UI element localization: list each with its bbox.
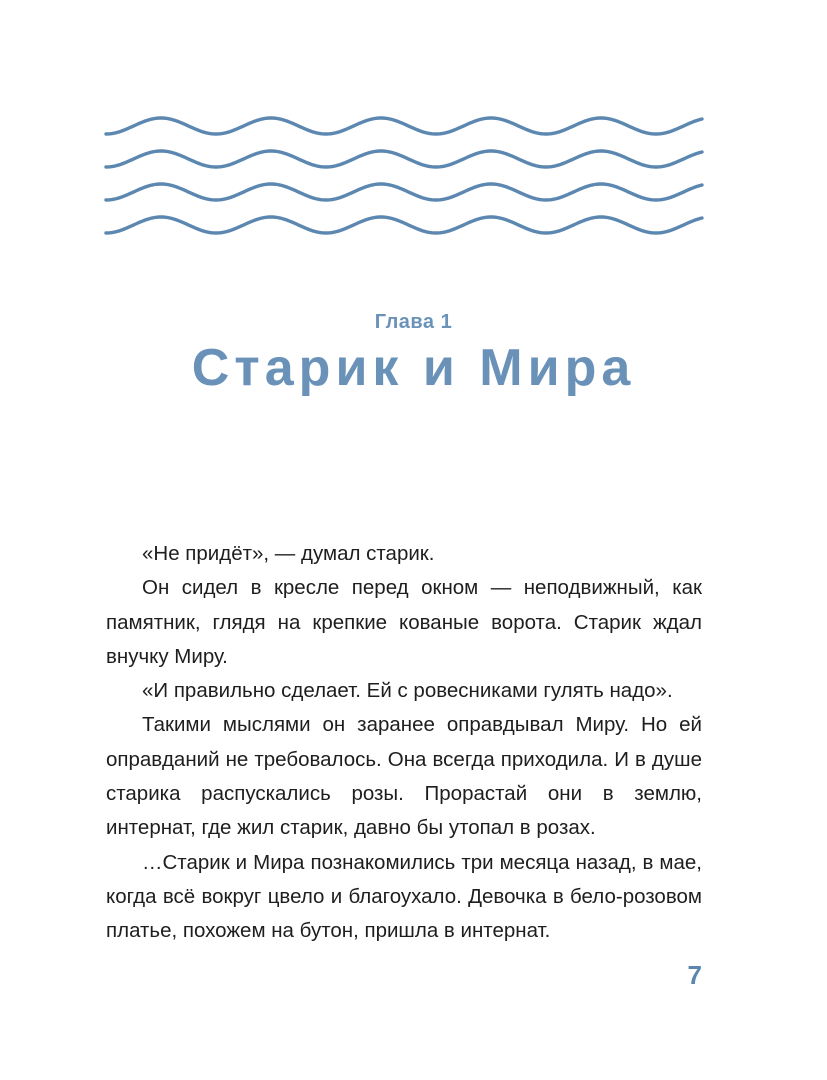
paragraph: …Старик и Мира познакомились три месяца назад, в мае, когда всё вокруг цвело и благоухало. Девочка в бело-розовом платье, похожем на бутон, пришла в интернат.	[106, 850, 702, 943]
wave-line	[106, 217, 702, 233]
paragraph: Такими мыслями он заранее оправдывал Миру. Но ей оправданий не требовалось. Она всегда приходила. И в душе старика распускались розы. Прорастай они в землю, интернат, где жил старик, давно бы утопал в розах.	[106, 713, 702, 840]
chapter-title: Старик и Мира	[191, 339, 636, 397]
wave-line	[106, 184, 702, 200]
paragraph: «Не придёт», — думал старик.	[142, 542, 435, 565]
wave-line	[106, 151, 702, 167]
paragraph: «И правильно сделает. Ей с ровесниками гулять надо».	[142, 679, 673, 703]
wave-line	[106, 118, 702, 134]
waves-ornament-icon	[104, 108, 704, 244]
chapter-body	[106, 537, 702, 949]
page-number: 7	[687, 960, 702, 990]
paragraph: Он сидел в кресле перед окном — неподвижный, как памятник, глядя на крепкие кованые ворота. Старик ждал внучку Миру.	[106, 576, 702, 668]
chapter-label: Глава 1	[374, 311, 453, 333]
